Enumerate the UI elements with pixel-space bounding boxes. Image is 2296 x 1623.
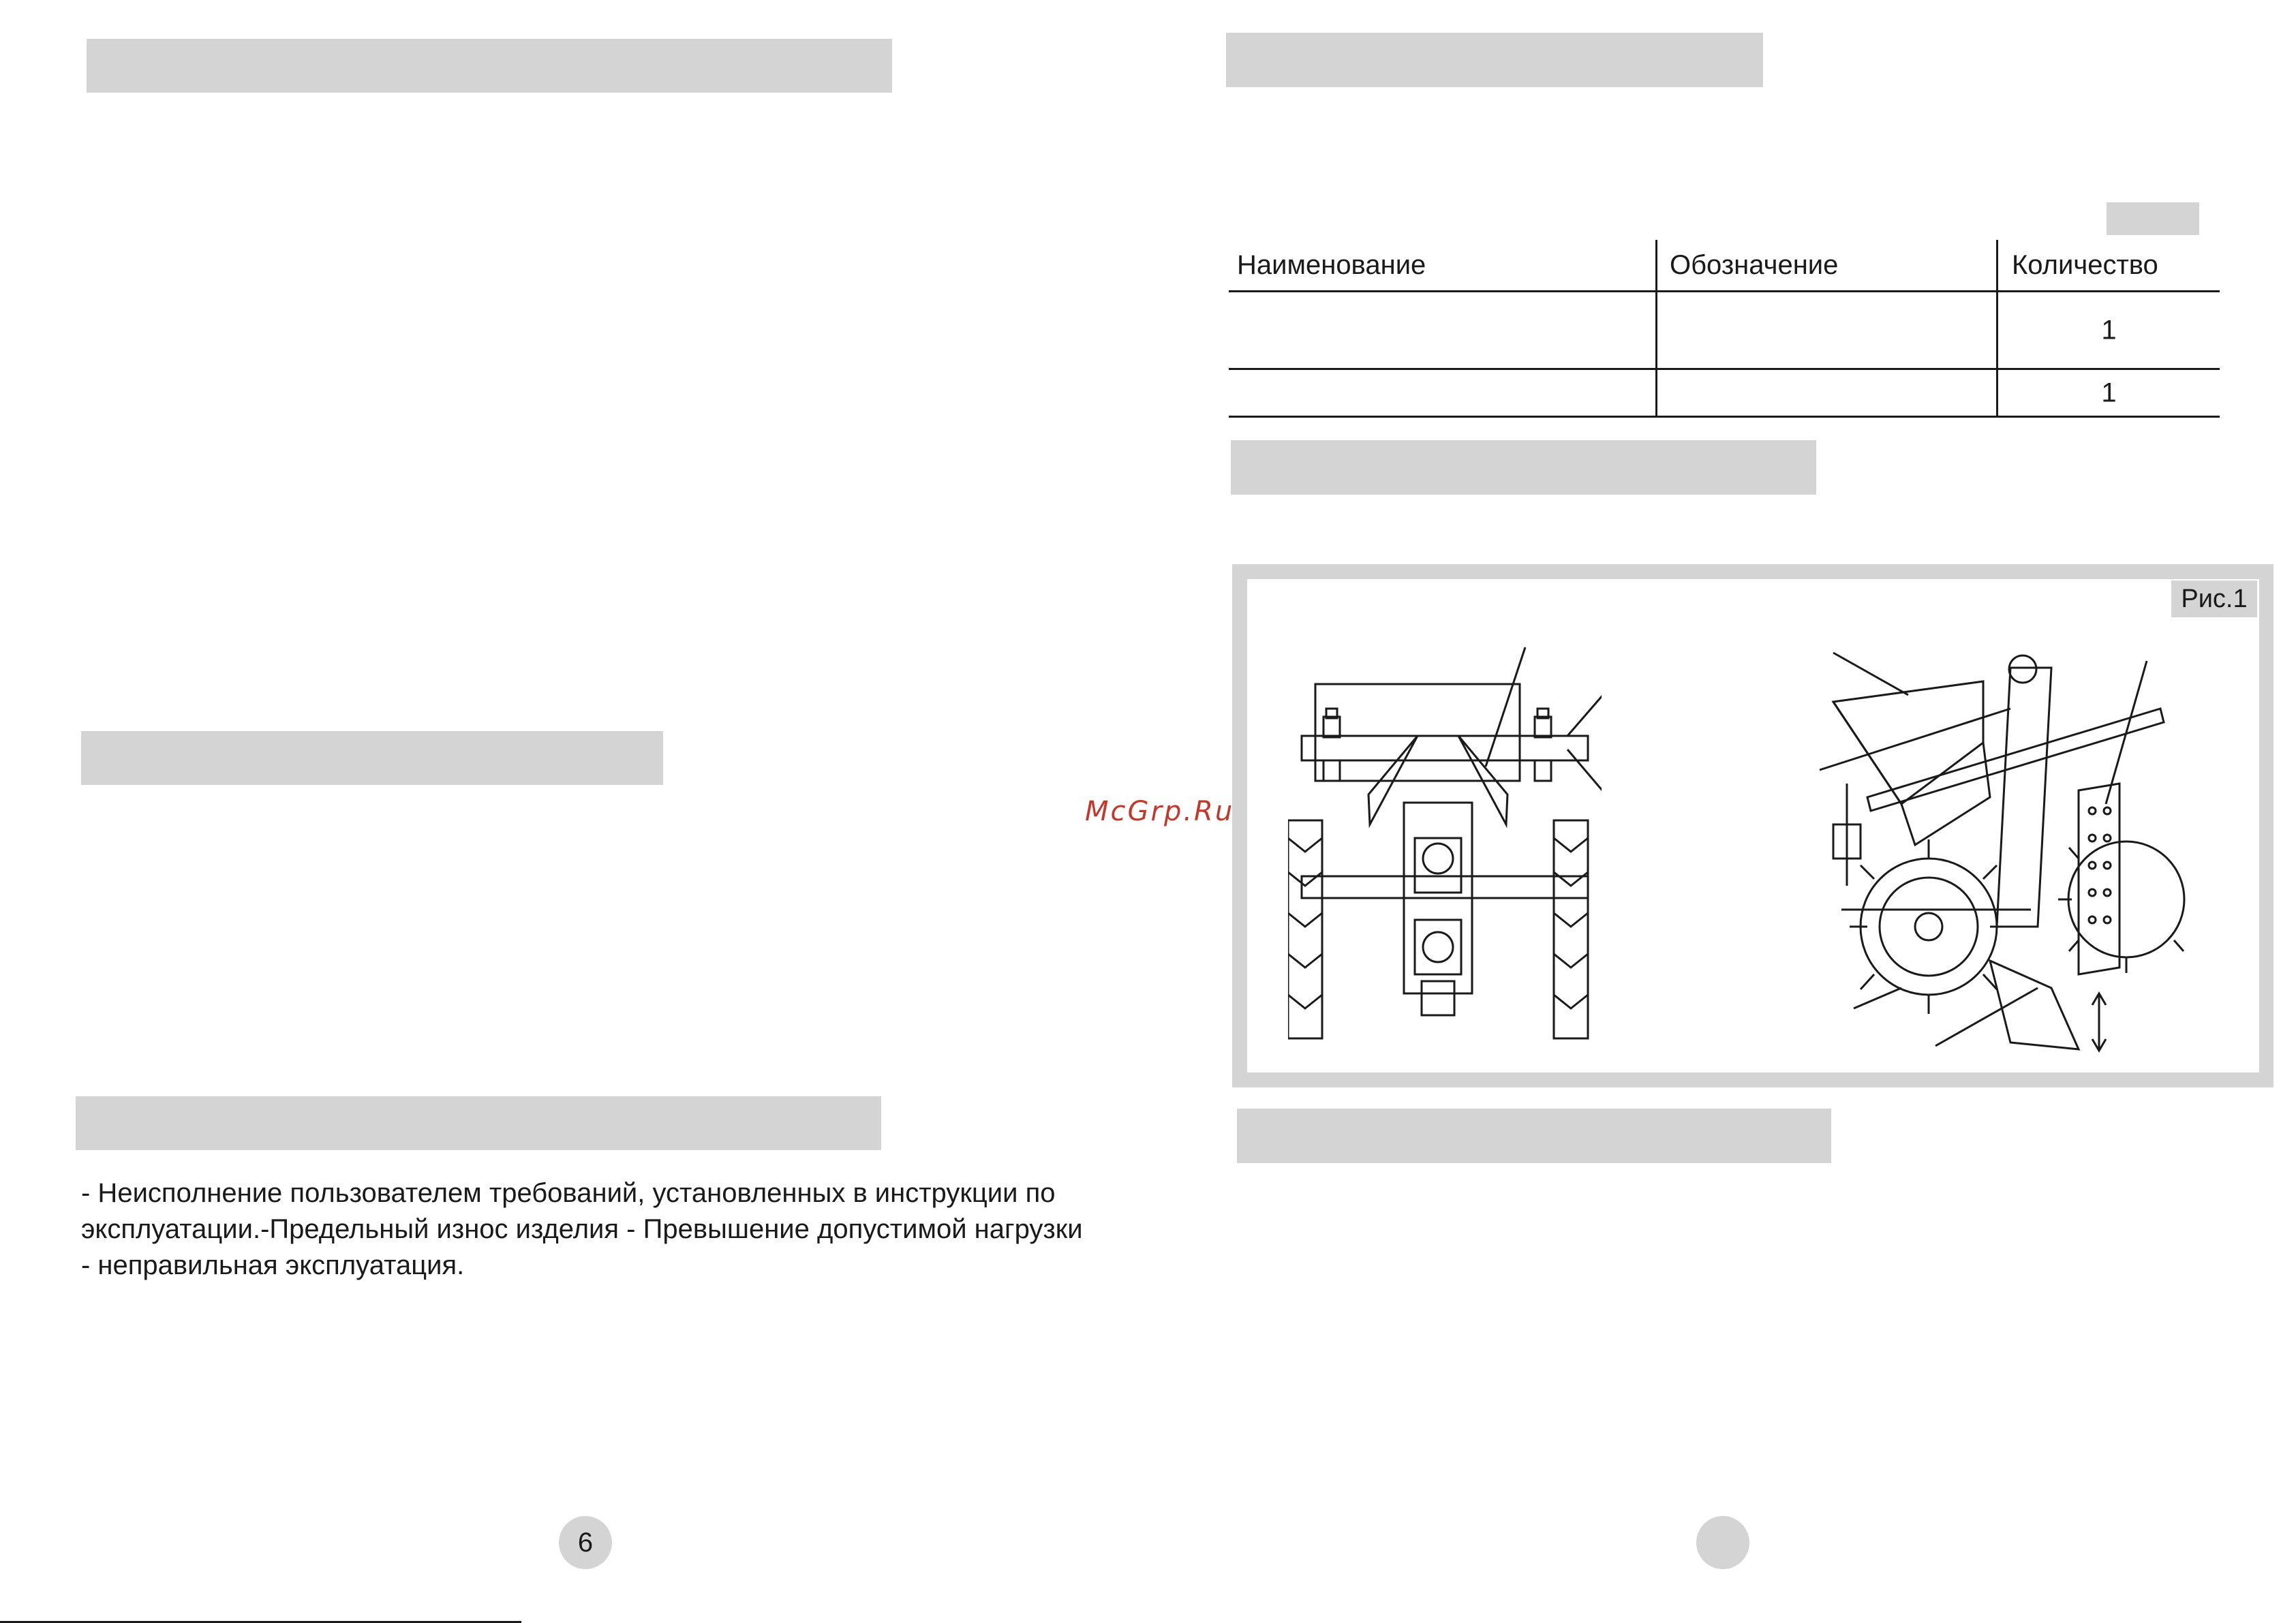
wheel-right — [1554, 820, 1588, 1038]
plate-hole — [2104, 835, 2111, 841]
axle — [1302, 876, 1588, 898]
hitch — [1422, 981, 1454, 1015]
plate-hole — [2104, 889, 2111, 896]
clamp-right — [1535, 760, 1551, 781]
leader-line — [1567, 695, 1602, 736]
plate-hole — [2089, 916, 2096, 923]
body-paragraph: - Неисполнение пользователем требований, установленных в инструкции по эксплуатации.-Предельный износ изделия - Превышение допустимой нагрузки - неправильная эксплуатация. — [81, 1178, 1083, 1280]
pulley — [2009, 655, 2036, 683]
right-heading-bar-1 — [1226, 33, 1763, 87]
wheel-left-inner — [1880, 878, 1978, 976]
wheel-right-lugs — [2058, 848, 2184, 973]
leader-line — [1820, 709, 2010, 770]
cross-bar — [1302, 736, 1588, 760]
frame-plate — [1315, 684, 1520, 781]
wheel-right — [2068, 841, 2184, 957]
figure-label: Рис.1 — [2171, 581, 2257, 617]
leader-line — [1567, 749, 1602, 804]
left-heading-bar-3 — [76, 1096, 881, 1150]
wheel-left-lugs — [1850, 839, 2008, 1014]
table-row — [1229, 292, 2220, 370]
cell-quantity — [1996, 292, 2220, 368]
table-header-row — [1229, 240, 2220, 292]
wheel-right-tread — [1554, 838, 1588, 1008]
right-heading-bar-2 — [1231, 440, 1816, 495]
gearbox-bolt-upper — [1423, 844, 1453, 874]
plate-hole — [2104, 807, 2111, 814]
table-row — [1229, 370, 2220, 418]
clamp-left — [1323, 760, 1340, 781]
furrow-opener — [1990, 961, 2079, 1049]
perspective-view-drawing — [1806, 640, 2188, 1063]
wheel-left — [1288, 820, 1322, 1038]
bolt-right — [1535, 717, 1551, 737]
header-designation: Обозначение — [1655, 240, 1996, 290]
plate-hole — [2089, 889, 2096, 896]
gearbox-lower — [1415, 920, 1461, 974]
top-view-drawing — [1288, 640, 1602, 1049]
leader-line — [2106, 661, 2147, 804]
gearbox-upper — [1415, 838, 1461, 893]
plate-hole — [2089, 835, 2096, 841]
header-name: Наименование — [1237, 250, 1426, 280]
cell-quantity — [1996, 370, 2220, 416]
right-heading-bar-3 — [1237, 1109, 1831, 1163]
table-label-bar — [2107, 202, 2199, 235]
left-heading-bar-2 — [81, 731, 663, 785]
leader-line — [1935, 988, 2038, 1046]
cell-designation — [1655, 370, 1996, 416]
wheel-left-hub — [1915, 913, 1942, 940]
plate-hole — [2089, 862, 2096, 869]
watermark: McGrp.Ru — [1085, 796, 1235, 827]
cell-name — [1229, 292, 1655, 368]
page-number-left: 6 — [559, 1516, 612, 1569]
cell-designation — [1655, 292, 1996, 368]
header-quantity: Количество — [1996, 240, 2220, 290]
quantity-value: 1 — [2101, 315, 2117, 345]
leader-line — [1854, 988, 1901, 1008]
wheel-left — [1861, 859, 1997, 995]
plate-hole — [2104, 916, 2111, 923]
vertical-post — [1997, 668, 2051, 927]
plate-hole — [2089, 807, 2096, 814]
plate-hole — [2104, 862, 2111, 869]
cell-name — [1229, 370, 1655, 416]
leader-line — [1833, 653, 1908, 695]
left-heading-bar-1 — [87, 39, 892, 93]
gearbox-bolt-lower — [1423, 932, 1453, 962]
specification-table — [1229, 240, 2220, 418]
bolt-left — [1323, 717, 1340, 737]
side-plate — [2079, 784, 2119, 974]
page-number-right — [1696, 1516, 1749, 1569]
wheel-left-tread — [1288, 838, 1322, 1008]
quantity-value: 1 — [2101, 377, 2117, 407]
